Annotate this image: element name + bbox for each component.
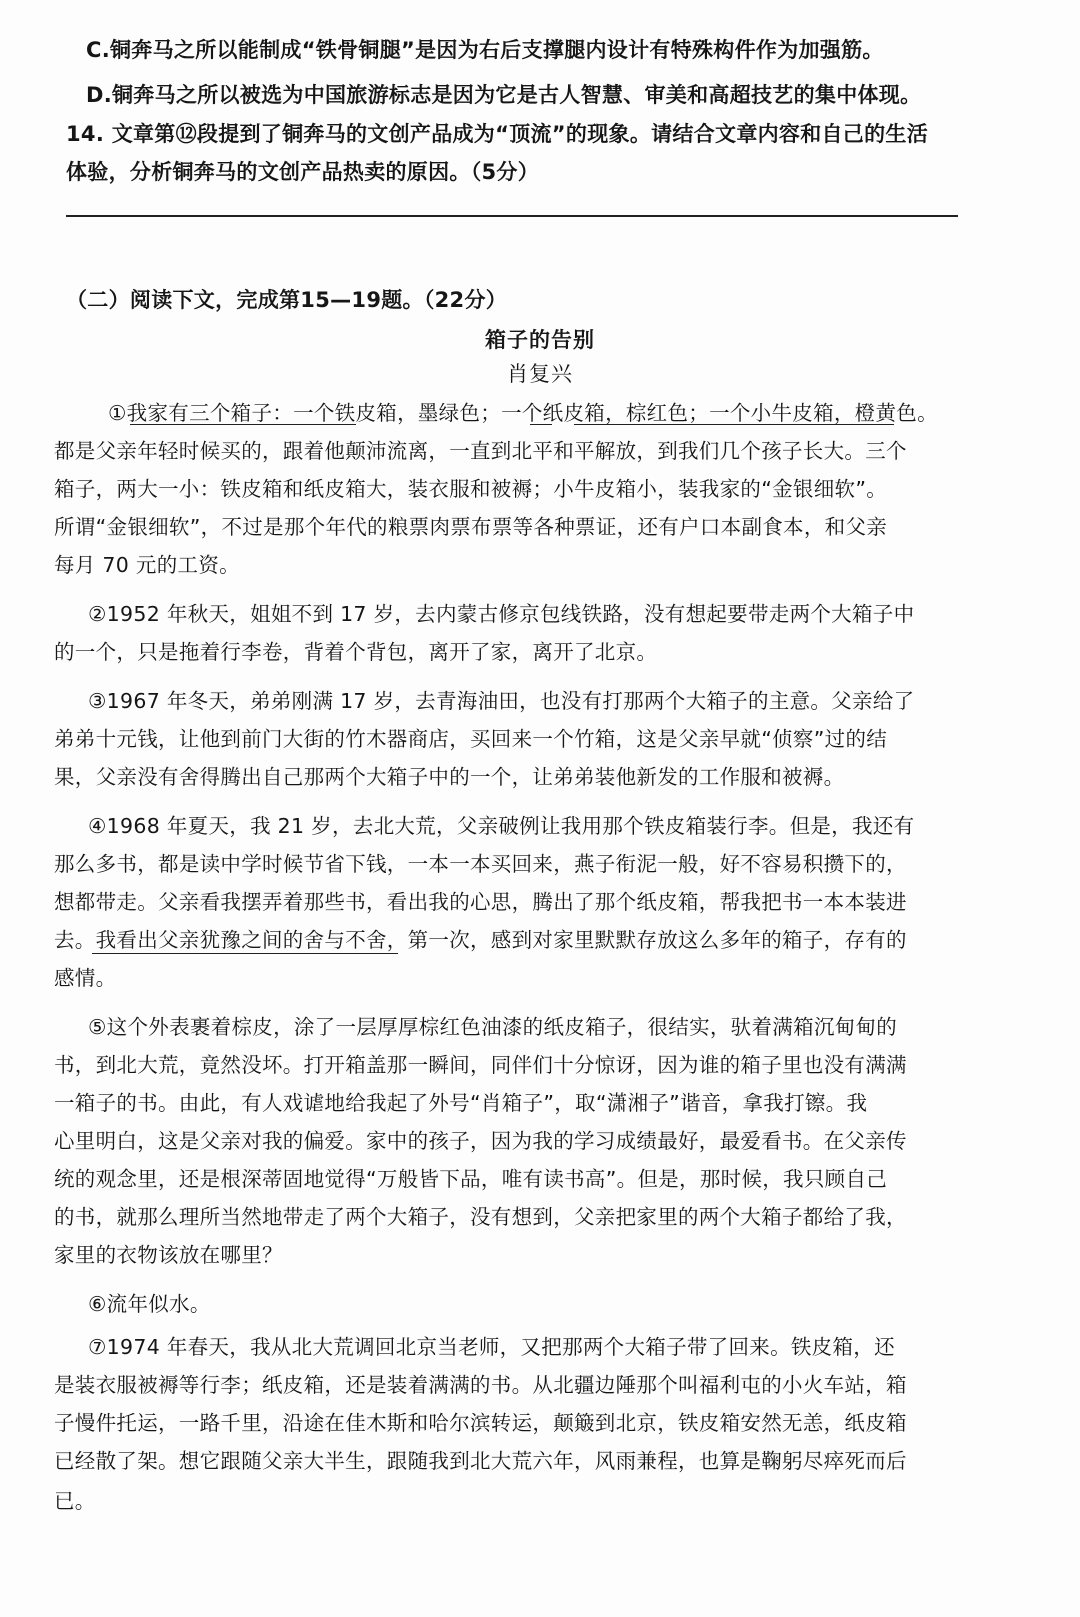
section-heading: （二）阅读下文，完成第15—19题。（22分） bbox=[66, 288, 508, 312]
paragraph-line: 子慢件托运，一路千里，沿途在佳木斯和哈尔滨转运，颠簸到北京，铁皮箱安然无恙，纸皮箱 bbox=[54, 1411, 907, 1435]
paragraph-line: ⑥流年似水。 bbox=[88, 1292, 211, 1316]
paragraph-line: ⑦1974 年春天，我从北大荒调回北京当老师，又把那两个大箱子带了回来。铁皮箱，还 bbox=[88, 1335, 895, 1359]
underline-mark bbox=[530, 424, 552, 425]
paragraph-line: 感情。 bbox=[54, 966, 117, 990]
paragraph-line: ①我家有三个箱子：一个铁皮箱，墨绿色；一个纸皮箱，棕红色；一个小牛皮箱，橙黄色。 bbox=[108, 401, 938, 425]
question-14-line-1: 14. 文章第⑫段提到了铜奔马的文创产品成为“顶流”的现象。请结合文章内容和自己的生活 bbox=[66, 122, 929, 146]
paragraph-line: 每月 70 元的工资。 bbox=[54, 553, 240, 577]
underline-mark bbox=[574, 424, 894, 425]
paragraph-line: 都是父亲年轻时候买的，跟着他颠沛流离，一直到北平和平解放，到我们几个孩子长大。三个 bbox=[54, 439, 907, 463]
paragraph-line: 那么多书，都是读中学时候节省下钱，一本一本买回来，燕子衔泥一般，好不容易积攒下的， bbox=[54, 852, 907, 876]
paragraph-line: 家里的衣物该放在哪里？ bbox=[54, 1243, 283, 1267]
paragraph-line: 一箱子的书。由此，有人戏谑地给我起了外号“肖箱子”，取“潇湘子”谐音，拿我打镲。我 bbox=[54, 1091, 868, 1115]
article-author: 肖复兴 bbox=[507, 362, 573, 386]
option-c: C.铜奔马之所以能制成“铁骨铜腿”是因为右后支撑腿内设计有特殊构件作为加强筋。 bbox=[86, 38, 884, 62]
question-14-line-2: 体验，分析铜奔马的文创产品热卖的原因。（5分） bbox=[66, 160, 540, 184]
paragraph-line: ③1967 年冬天，弟弟刚满 17 岁，去青海油田，也没有打那两个大箱子的主意。父亲给了 bbox=[88, 689, 915, 713]
paragraph-line: 果，父亲没有舍得腾出自己那两个大箱子中的一个，让弟弟装他新发的工作服和被褥。 bbox=[54, 765, 845, 789]
paragraph-line: 所谓“金银细软”，不过是那个年代的粮票肉票布票等各种票证，还有户口本副食本，和父亲 bbox=[54, 515, 888, 539]
paragraph-line: ②1952 年秋天，姐姐不到 17 岁，去内蒙古修京包线铁路，没有想起要带走两个大箱子中 bbox=[88, 602, 915, 626]
paragraph-line: 的一个，只是拖着行李卷，背着个背包，离开了家，离开了北京。 bbox=[54, 640, 658, 664]
answer-line bbox=[66, 215, 958, 217]
underline-mark bbox=[130, 424, 356, 425]
paragraph-line: 已经散了架。想它跟随父亲大半生，跟随我到北大荒六年，风雨兼程，也算是鞠躬尽瘁死而后 bbox=[54, 1449, 907, 1473]
paragraph-line: 已。 bbox=[54, 1489, 96, 1513]
paragraph-line: 心里明白，这是父亲对我的偏爱。家中的孩子，因为我的学习成绩最好，最爱看书。在父亲传 bbox=[54, 1129, 907, 1153]
paragraph-line: 箱子，两大一小：铁皮箱和纸皮箱大，装衣服和被褥；小牛皮箱小，装我家的“金银细软”。 bbox=[54, 477, 888, 501]
paragraph-line: 去。我看出父亲犹豫之间的舍与不舍，第一次，感到对家里默默存放这么多年的箱子，存有的 bbox=[54, 928, 907, 952]
option-d: D.铜奔马之所以被选为中国旅游标志是因为它是古人智慧、审美和高超技艺的集中体现。 bbox=[86, 83, 922, 107]
paragraph-line: 的书，就那么理所当然地带走了两个大箱子，没有想到，父亲把家里的两个大箱子都给了我， bbox=[54, 1205, 907, 1229]
paragraph-line: ④1968 年夏天，我 21 岁，去北大荒，父亲破例让我用那个铁皮箱装行李。但是，我还有 bbox=[88, 814, 915, 838]
paragraph-line: 统的观念里，还是根深蒂固地觉得“万般皆下品，唯有读书高”。但是，那时候，我只顾自己 bbox=[54, 1167, 888, 1191]
paragraph-line: 想都带走。父亲看我摆弄着那些书，看出我的心思，腾出了那个纸皮箱，帮我把书一本本装进 bbox=[54, 890, 907, 914]
paragraph-line: 书，到北大荒，竟然没坏。打开箱盖那一瞬间，同伴们十分惊讶，因为谁的箱子里也没有满满 bbox=[54, 1053, 907, 1077]
underline-mark bbox=[92, 953, 398, 954]
paragraph-line: ⑤这个外表裹着棕皮，涂了一层厚厚棕红色油漆的纸皮箱子，很结实，驮着满箱沉甸甸的 bbox=[88, 1015, 898, 1039]
paragraph-line: 弟弟十元钱，让他到前门大街的竹木器商店，买回来一个竹箱，这是父亲早就“侦察”过的结 bbox=[54, 727, 888, 751]
article-title: 箱子的告别 bbox=[485, 328, 595, 352]
paragraph-line: 是装衣服被褥等行李；纸皮箱，还是装着满满的书。从北疆边陲那个叫福利屯的小火车站，箱 bbox=[54, 1373, 907, 1397]
